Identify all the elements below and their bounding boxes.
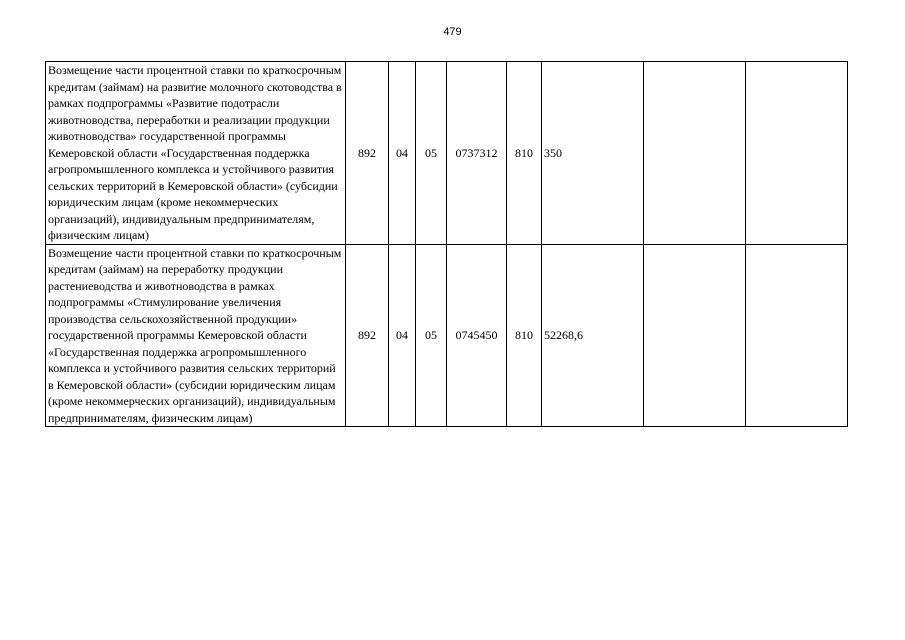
amount-cell: 52268,6	[542, 244, 644, 427]
ministry-code-cell: 892	[346, 244, 389, 427]
empty-cell	[746, 62, 848, 245]
section-cell: 04	[389, 244, 416, 427]
page-number: 479	[443, 26, 462, 38]
ministry-code-cell: 892	[346, 62, 389, 245]
amount-cell: 350	[542, 62, 644, 245]
target-article-cell: 0745450	[447, 244, 507, 427]
expense-type-cell: 810	[507, 244, 542, 427]
table-row	[46, 244, 848, 427]
empty-cell	[746, 244, 848, 427]
expense-type-cell: 810	[507, 62, 542, 245]
subsection-cell: 05	[416, 62, 447, 245]
budget-table	[45, 61, 848, 427]
row-description: Возмещение части процентной ставки по краткосрочным кредитам (займам) на переработку продукции растениеводства и животноводства в рамках подпрограммы «Стимулирование увеличения производства сельскохозяйственной продукции» государственной программы Кемеровской области «Государственная поддержка агропромышленного комплекса и устойчивого развития сельских территорий в Кемеровской области» (субсидии юридическим лицам (кроме некоммерческих организаций), индивидуальным предпринимателям, физическим лицам)	[46, 244, 346, 427]
subsection-cell: 05	[416, 244, 447, 427]
target-article-cell: 0737312	[447, 62, 507, 245]
section-cell: 04	[389, 62, 416, 245]
table-row	[46, 62, 848, 245]
empty-cell	[644, 62, 746, 245]
empty-cell	[644, 244, 746, 427]
row-description: Возмещение части процентной ставки по краткосрочным кредитам (займам) на развитие молочного скотоводства в рамках подпрограммы «Развитие подотрасли животноводства, переработки и реализации продукции животноводства» государственной программы Кемеровской области «Государственная поддержка агропромышленного комплекса и устойчивого развития сельских территорий в Кемеровской области» (субсидии юридическим лицам (кроме некоммерческих организаций), индивидуальным предпринимателям, физическим лицам)	[46, 62, 346, 245]
